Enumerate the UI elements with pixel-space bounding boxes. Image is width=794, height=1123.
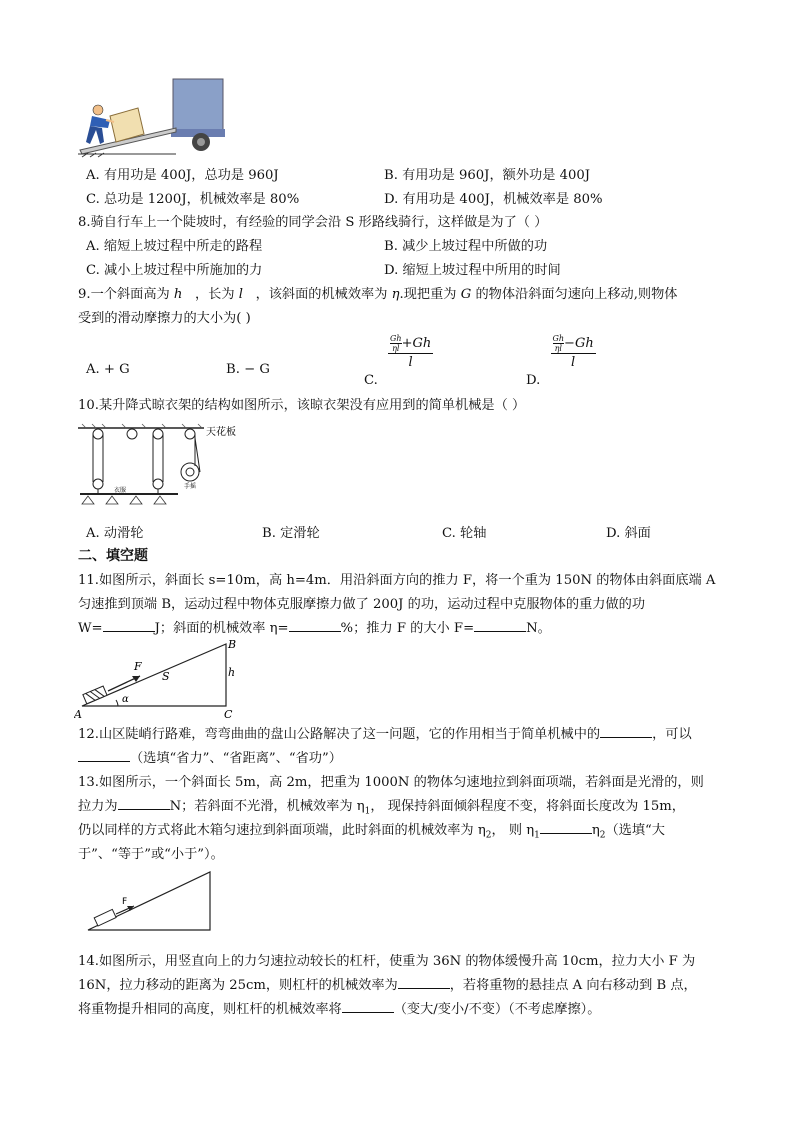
q9-stem-a: 9.一个斜面高为	[78, 287, 170, 302]
q9-option-d-label: D.	[526, 372, 541, 388]
q11-fig-C: C	[224, 708, 233, 720]
q11-blank-efficiency[interactable]	[289, 619, 341, 632]
q13-fig-F: F	[122, 897, 128, 907]
q10-option-c[interactable]: C. 轮轴	[442, 526, 487, 541]
q12-line2	[78, 747, 342, 766]
q9-d-den: l	[571, 355, 576, 370]
q13-blank-compare[interactable]	[540, 821, 592, 834]
q9-option-a-text: A. + G	[86, 362, 130, 377]
q12-text1: 12.山区陡峭行路难，弯弯曲曲的盘山公路解决了这一问题，它的作用相当于简单机械中的	[78, 727, 601, 742]
q12-text2: （选填“省力”、“省距离”、“省功”）	[130, 751, 342, 766]
q13-line3	[78, 819, 665, 841]
q9-stem	[78, 283, 677, 302]
q7-option-a[interactable]: A. 有用功是 400J，总功是 960J	[86, 168, 279, 183]
q13-sub2b: 2	[599, 830, 606, 841]
q13-text3d: （选填“大	[605, 823, 665, 838]
q11-fig-alpha: α	[122, 694, 129, 705]
q9-option-c-fraction	[388, 334, 433, 370]
incline-figure-q13	[84, 868, 216, 934]
q9-option-a[interactable]	[86, 362, 130, 377]
q13-line2	[78, 795, 685, 817]
q11-eta-label: J；斜面的机械效率 η=	[154, 621, 289, 636]
q10-option-d[interactable]: D. 斜面	[606, 526, 651, 541]
q11-blank-work[interactable]	[103, 619, 155, 632]
section-fill-in-blank: 二、填空题	[78, 548, 148, 564]
fig-label-clothes: 衣服	[114, 487, 127, 494]
q14-line3	[78, 998, 600, 1017]
q9-d-minus-gh: −Gh	[564, 336, 594, 351]
q13-blank-force[interactable]	[118, 797, 170, 810]
q9-option-d-fraction	[551, 334, 596, 370]
q12-blank-machine[interactable]	[600, 725, 652, 738]
q9-stem-c: ，该斜面的机械效率为	[255, 287, 388, 302]
q11-blank-force[interactable]	[474, 619, 526, 632]
clothes-rack-figure	[74, 422, 254, 514]
q13-line1: 13.如图所示，一个斜面长 5m，高 2m，把重为 1000N 的物体匀速地拉到斜面项端，若斜面是光滑的，则	[78, 775, 704, 790]
q12-line1	[78, 723, 692, 742]
q9-stem-b: ，长为	[195, 287, 235, 302]
q8-option-d[interactable]: D. 缩短上坡过程中所用的时间	[384, 263, 561, 278]
q9-c-plus-gh: +Gh	[401, 336, 432, 351]
q9-option-d[interactable]	[526, 334, 596, 388]
q12-blank-choice[interactable]	[78, 749, 130, 762]
q9-c-inner-den: ηl	[392, 344, 400, 353]
q9-option-c-label: C.	[364, 372, 378, 388]
q8-stem: 8.骑自行车上一个陡坡时，有经验的同学会沿 S 形路线骑行，这样做是为了（ ）	[78, 215, 548, 230]
fig-label-ceiling: 天花板	[206, 427, 236, 438]
q9-c-den: l	[408, 355, 413, 370]
q9-option-b-text: B. − G	[226, 362, 270, 377]
q11-f-label: %；推力 F 的大小 F=	[340, 621, 475, 636]
q9-G: G	[460, 287, 472, 302]
q9-option-c[interactable]	[364, 334, 433, 388]
q11-line1: 11.如图所示，斜面长 s=10m，高 h=4m．用沿斜面方向的推力 F，将一个重为 150N 的物体由斜面底端 A	[78, 573, 716, 588]
q7-option-c[interactable]: C. 总功是 1200J，机械效率是 80%	[86, 192, 300, 207]
q9-l: l	[238, 287, 243, 302]
q13-sub2: 2	[485, 830, 492, 841]
q11-line2: 匀速推到顶端 B，运动过程中物体克服摩擦力做了 200J 的功，运动过程中克服物体的重力做的功	[78, 597, 646, 612]
q14-text2a: 16N，拉力移动的距离为 25cm，则杠杆的机械效率为	[78, 978, 398, 993]
q13-sub1: 1	[364, 806, 371, 817]
q10-option-b[interactable]: B. 定滑轮	[262, 526, 320, 541]
q14-text3a: 将重物提升相同的高度，则杠杆的机械效率将	[78, 1002, 342, 1017]
q14-blank-efficiency[interactable]	[398, 976, 450, 989]
q11-line3	[78, 617, 551, 636]
q7-option-b[interactable]: B. 有用功是 960J，额外功是 400J	[384, 168, 591, 183]
q9-eta: η	[391, 287, 400, 302]
truck-ramp-figure	[76, 76, 226, 158]
q11-w-label: W=	[78, 621, 103, 636]
q9-c-inner-num: Gh	[390, 334, 402, 343]
q11-fig-h: h	[228, 666, 236, 679]
q9-stem-e: 的物体沿斜面匀速向上移动,则物体	[475, 287, 678, 302]
q13-text2a: 拉力为	[78, 799, 118, 814]
q8-option-a[interactable]: A. 缩短上坡过程中所走的路程	[86, 239, 263, 254]
q14-text3b: （变大/变小/不变）（不考虑摩擦）。	[393, 1002, 601, 1017]
q9-option-b[interactable]	[226, 362, 270, 377]
q14-text2b: ，若将重物的悬挂点 A 向右移动到 B 点，	[449, 978, 697, 993]
incline-figure-q11	[74, 638, 244, 720]
q13-line4: 于”、“等于”或“小于”）。	[78, 847, 224, 862]
q10-stem: 10.某升降式晾衣架的结构如图所示，该晾衣架没有应用到的简单机械是（ ）	[78, 398, 526, 413]
q9-d-inner-den: ηl	[554, 344, 562, 353]
q13-text2c: ， 现保持斜面倾斜程度不变，将斜面长度改为 15m，	[370, 799, 685, 814]
q9-stem-d: .现把重为	[399, 287, 457, 302]
q11-fig-B: B	[228, 638, 237, 651]
q14-blank-change[interactable]	[342, 1000, 394, 1013]
q8-option-c[interactable]: C. 减小上坡过程中所施加的力	[86, 263, 263, 278]
q10-option-a[interactable]: A. 动滑轮	[86, 526, 144, 541]
q11-fig-A: A	[74, 708, 82, 720]
q11-fig-S: S	[162, 670, 170, 683]
q9-stem-line2: 受到的滑动摩擦力的大小为( )	[78, 311, 251, 326]
q13-text2b: N；若斜面不光滑，机械效率为 η	[169, 799, 365, 814]
q9-d-inner-num: Gh	[552, 334, 565, 343]
q12-text1b: ，可以	[652, 727, 692, 742]
q13-text3b: ， 则 η	[491, 823, 535, 838]
q13-text3a: 仍以同样的方式将此木箱匀速拉到斜面项端，此时斜面的机械效率为 η	[78, 823, 486, 838]
q9-h: h	[173, 287, 183, 302]
q7-option-d[interactable]: D. 有用功是 400J，机械效率是 80%	[384, 192, 603, 207]
q8-option-b[interactable]: B. 减少上坡过程中所做的功	[384, 239, 548, 254]
q11-unit: N。	[526, 621, 551, 636]
q11-fig-F: F	[134, 660, 142, 673]
q13-text3c: η	[591, 823, 600, 838]
q13-sub1b: 1	[534, 830, 540, 841]
q14-line2	[78, 974, 697, 993]
fig-label-handle: 手摇	[184, 483, 197, 490]
q14-line1: 14.如图所示，用竖直向上的力匀速拉动较长的杠杆，使重为 36N 的物体缓慢升高 10cm，拉力大小 F 为	[78, 954, 696, 969]
